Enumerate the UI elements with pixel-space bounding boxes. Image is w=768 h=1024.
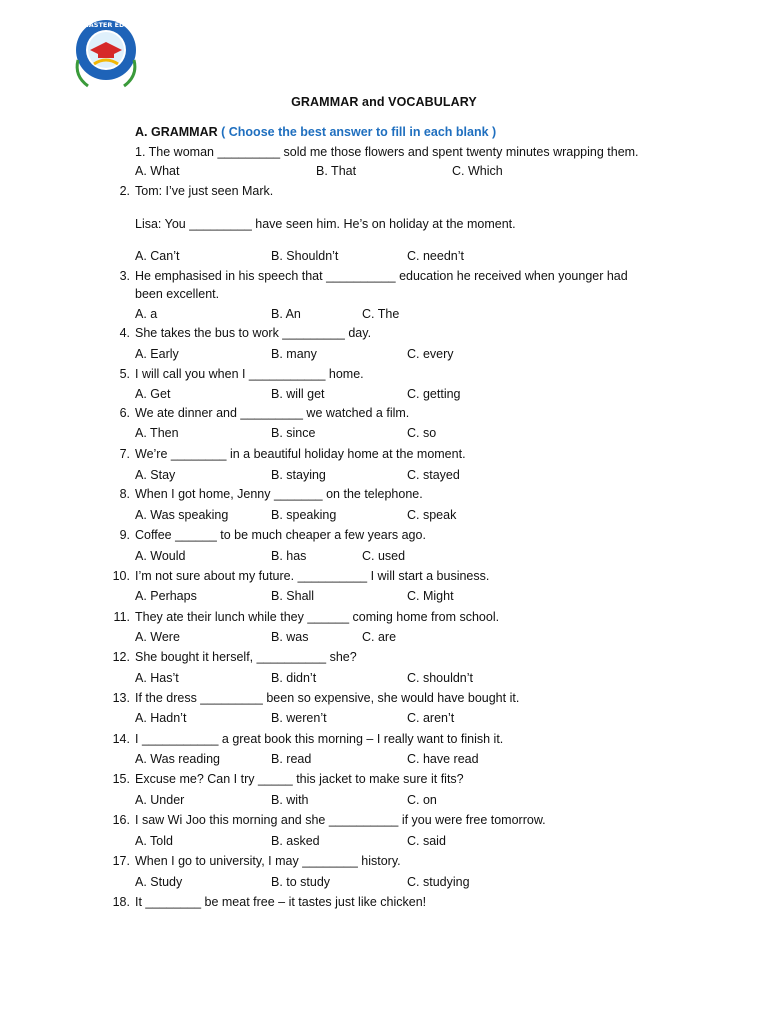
q11-option-b: B. was xyxy=(271,630,309,644)
q6-option-a: A. Then xyxy=(135,426,179,440)
q8-text: When I got home, Jenny _______ on the telephone. xyxy=(135,487,423,501)
q11-number: 11. xyxy=(113,610,130,624)
question-1-text: 1. The woman _________ sold me those flowers and spent twenty minutes wrapping them. xyxy=(135,145,639,159)
q15-option-c: C. on xyxy=(407,793,437,807)
q16-text: I saw Wi Joo this morning and she __________ if you were free tomorrow. xyxy=(135,813,546,827)
q17-option-b: B. to study xyxy=(271,875,331,889)
q6-text: We ate dinner and _________ we watched a film. xyxy=(135,406,410,420)
q13-number: 13. xyxy=(112,691,130,705)
q1-option-b: B. That xyxy=(316,164,357,178)
q10-text: I’m not sure about my future. __________ I will start a business. xyxy=(135,569,490,583)
q16-option-a: A. Told xyxy=(135,834,173,848)
q17-text: When I go to university, I may ________ history. xyxy=(135,854,401,868)
section-label: A. GRAMMAR xyxy=(135,125,218,139)
logo-brand-text: MASTER EDU xyxy=(82,21,130,29)
q5-option-b: B. will get xyxy=(271,387,325,401)
q6-number: 6. xyxy=(119,406,130,420)
page-title: GRAMMAR and VOCABULARY xyxy=(291,95,477,109)
q4-option-c: C. every xyxy=(407,347,454,361)
q4-option-b: B. many xyxy=(271,347,317,361)
q12-option-b: B. didn’t xyxy=(271,671,317,685)
q7-number: 7. xyxy=(119,447,130,461)
q17-number: 17. xyxy=(112,854,130,868)
q3-option-b: B. An xyxy=(271,307,301,321)
q16-option-c: C. said xyxy=(407,834,446,848)
q6-option-b: B. since xyxy=(271,426,316,440)
q15-text: Excuse me? Can I try _____ this jacket to make sure it fits? xyxy=(135,772,464,786)
q3-line-2: been excellent. xyxy=(135,287,220,301)
q8-option-b: B. speaking xyxy=(271,508,337,522)
q2-number: 2. xyxy=(119,184,130,198)
q18-text: It ________ be meat free – it tastes just like chicken! xyxy=(135,895,427,909)
q16-option-b: B. asked xyxy=(271,834,320,848)
master-edu-logo xyxy=(64,10,148,94)
q8-option-c: C. speak xyxy=(407,508,457,522)
q12-text: She bought it herself, __________ she? xyxy=(135,650,357,664)
q14-number: 14. xyxy=(112,732,130,746)
q8-option-a: A. Was speaking xyxy=(135,508,229,522)
q14-option-b: B. read xyxy=(271,752,312,766)
q9-text: Coffee ______ to be much cheaper a few years ago. xyxy=(135,528,426,542)
q3-line-1: He emphasised in his speech that __________ education he received when younger had xyxy=(135,269,628,283)
q13-option-a: A. Hadn’t xyxy=(135,711,187,725)
q7-option-b: B. staying xyxy=(271,468,326,482)
q12-option-c: C. shouldn’t xyxy=(407,671,474,685)
q16-number: 16. xyxy=(112,813,130,827)
q15-number: 15. xyxy=(112,772,130,786)
q5-number: 5. xyxy=(119,367,130,381)
q13-option-b: B. weren’t xyxy=(271,711,327,725)
q2-option-b: B. Shouldn’t xyxy=(271,249,339,263)
q13-text: If the dress _________ been so expensive, she would have bought it. xyxy=(135,691,520,705)
q8-number: 8. xyxy=(119,487,130,501)
q10-option-c: C. Might xyxy=(407,589,454,603)
q4-text: She takes the bus to work _________ day. xyxy=(135,326,372,340)
q1-option-c: C. Which xyxy=(452,164,503,178)
q7-option-c: C. stayed xyxy=(407,468,460,482)
q5-option-a: A. Get xyxy=(135,387,171,401)
q14-option-a: A. Was reading xyxy=(135,752,220,766)
q10-option-b: B. Shall xyxy=(271,589,315,603)
section-heading xyxy=(135,124,496,140)
q2-line-2: Lisa: You _________ have seen him. He’s on holiday at the moment. xyxy=(135,217,516,231)
q3-option-c: C. The xyxy=(362,307,400,321)
q2-option-c: C. needn’t xyxy=(407,249,464,263)
q9-number: 9. xyxy=(119,528,130,542)
q6-option-c: C. so xyxy=(407,426,437,440)
q11-option-a: A. Were xyxy=(135,630,180,644)
q5-text: I will call you when I ___________ home. xyxy=(135,367,364,381)
q4-number: 4. xyxy=(119,326,130,340)
q15-option-a: A. Under xyxy=(135,793,185,807)
q7-text: We’re ________ in a beautiful holiday home at the moment. xyxy=(135,447,466,461)
q2-option-a: A. Can’t xyxy=(135,249,180,263)
q5-option-c: C. getting xyxy=(407,387,461,401)
q3-option-a: A. a xyxy=(135,307,158,321)
section-instruction: ( Choose the best answer to fill in each blank ) xyxy=(221,125,497,139)
q18-number: 18. xyxy=(112,895,130,909)
q4-option-a: A. Early xyxy=(135,347,179,361)
q7-option-a: A. Stay xyxy=(135,468,176,482)
q11-text: They ate their lunch while they ______ coming home from school. xyxy=(135,610,500,624)
q17-option-c: C. studying xyxy=(407,875,470,889)
q2-line-1: Tom: I’ve just seen Mark. xyxy=(135,184,274,198)
q13-option-c: C. aren’t xyxy=(407,711,455,725)
q9-option-b: B. has xyxy=(271,549,307,563)
q10-number: 10. xyxy=(112,569,130,583)
q17-option-a: A. Study xyxy=(135,875,183,889)
q1-option-a: A. What xyxy=(135,164,180,178)
q12-option-a: A. Has’t xyxy=(135,671,179,685)
q15-option-b: B. with xyxy=(271,793,309,807)
q9-option-a: A. Would xyxy=(135,549,186,563)
q11-option-c: C. are xyxy=(362,630,397,644)
q3-number: 3. xyxy=(119,269,130,283)
q10-option-a: A. Perhaps xyxy=(135,589,197,603)
q12-number: 12. xyxy=(112,650,130,664)
q14-text: I ___________ a great book this morning – I really want to finish it. xyxy=(135,732,504,746)
q9-option-c: C. used xyxy=(362,549,406,563)
q14-option-c: C. have read xyxy=(407,752,479,766)
